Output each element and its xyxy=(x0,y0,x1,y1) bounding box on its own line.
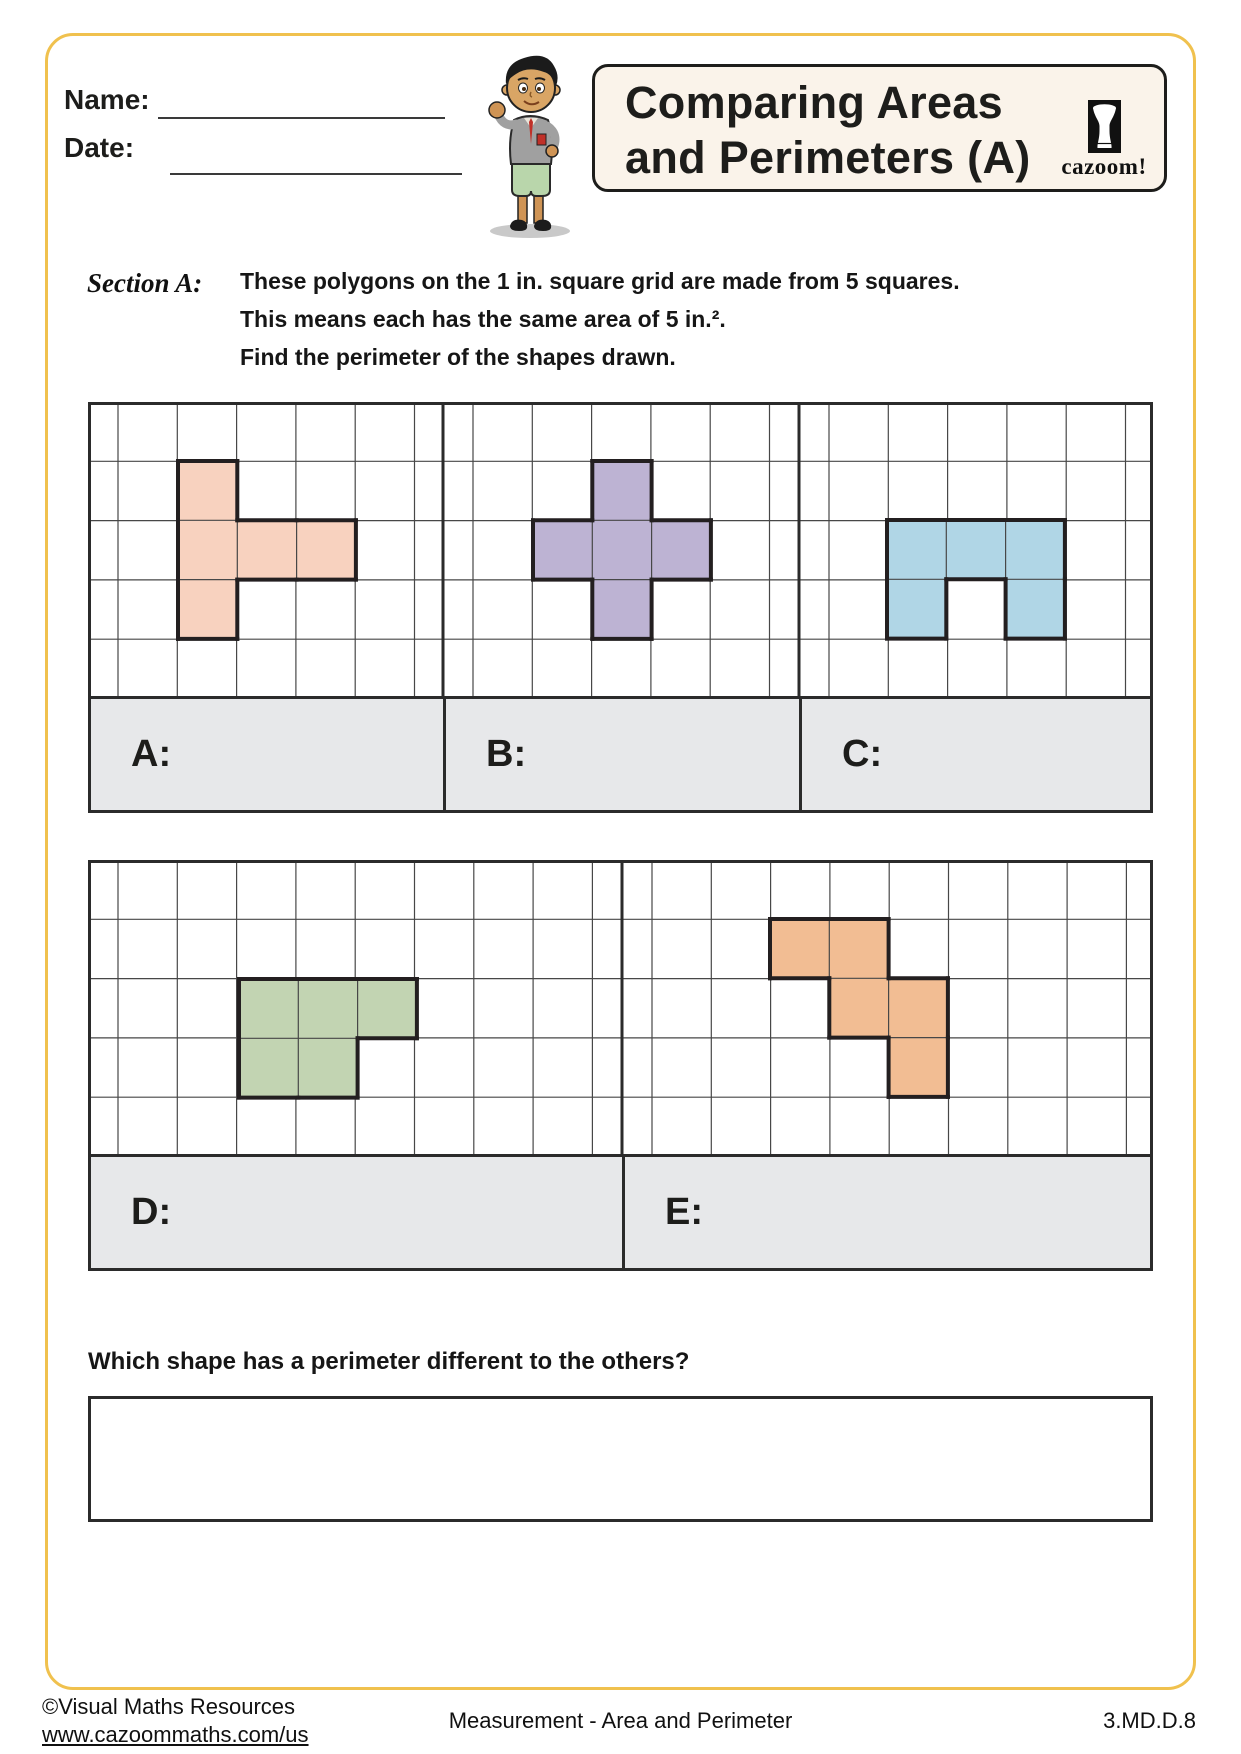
answer-row-2 xyxy=(88,1154,1153,1271)
answer-box-b[interactable] xyxy=(443,699,799,810)
name-input-line[interactable] xyxy=(158,117,445,119)
answer-label-c: C: xyxy=(842,733,883,775)
answer-row-1 xyxy=(88,696,1153,813)
answer-box-d[interactable] xyxy=(91,1157,622,1268)
answer-label-e: E: xyxy=(665,1191,703,1233)
worksheet-title-box xyxy=(592,64,1167,192)
title-line-2: and Perimeters (A) xyxy=(625,132,1031,183)
footer-copyright: ©Visual Maths Resources xyxy=(42,1694,296,1719)
answer-label-b: B: xyxy=(486,733,527,775)
grid-block-1 xyxy=(88,402,1153,813)
title-line-1: Comparing Areas xyxy=(625,77,1003,128)
footer-link[interactable]: www.cazoommaths.com/us xyxy=(42,1722,309,1747)
question-text: Which shape has a perimeter different to the others? xyxy=(88,1348,690,1375)
page-title xyxy=(625,75,1031,185)
djembe-drum-icon xyxy=(1088,100,1121,153)
section-a-label: Section A: xyxy=(87,268,203,298)
grid-block-2 xyxy=(88,860,1153,1271)
footer-topic: Measurement - Area and Perimeter xyxy=(448,1708,793,1733)
answer-box-a[interactable] xyxy=(91,699,443,810)
name-label: Name: xyxy=(64,84,150,115)
instruction-line-1: These polygons on the 1 in. square grid are made from 5 squares. xyxy=(240,268,960,294)
footer-standard-code: 3.MD.D.8 xyxy=(1103,1708,1196,1733)
answer-writing-box[interactable] xyxy=(88,1396,1153,1522)
cazoom-wordmark: cazoom! xyxy=(1061,154,1147,179)
answer-label-a: A: xyxy=(131,733,172,775)
answer-box-c[interactable] xyxy=(799,699,1150,810)
square-grid-2 xyxy=(88,860,1153,1157)
square-grid-1 xyxy=(88,402,1153,699)
instruction-line-3: Find the perimeter of the shapes drawn. xyxy=(240,344,676,370)
student-illustration xyxy=(474,50,584,245)
answer-box-e[interactable] xyxy=(622,1157,1150,1268)
cazoom-logo xyxy=(1054,100,1154,180)
date-label: Date: xyxy=(64,132,135,163)
student-boy-icon xyxy=(474,50,584,240)
date-input-line[interactable] xyxy=(170,173,462,175)
instruction-line-2: This means each has the same area of 5 in.². xyxy=(240,306,726,332)
answer-label-d: D: xyxy=(131,1191,172,1233)
